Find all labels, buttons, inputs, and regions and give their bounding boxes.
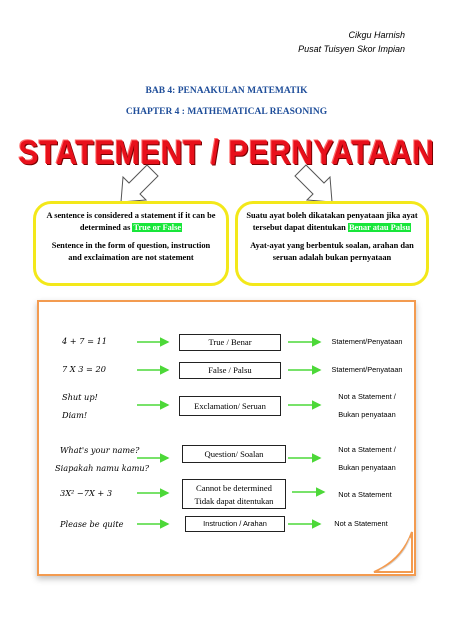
expr-row3-b: Diam! <box>62 410 88 420</box>
expr-row6: Please be quite <box>60 519 124 529</box>
page-title: STATEMENT / PERNYATAAN <box>18 134 435 172</box>
right-bubble-text: Suatu ayat boleh dikatakan penyataan jika ayat tersebut dapat ditentukan <box>246 211 418 232</box>
right-bubble-highlight: Benar atau Palsu <box>348 223 411 232</box>
result-row5: Not a Statement <box>338 490 392 499</box>
value-box-row3: Exclamation/ Seruan <box>179 396 281 416</box>
result-row3-a: Not a Statement / <box>338 392 396 401</box>
result-row6: Not a Statement <box>334 519 388 528</box>
value-box-row4: Question/ Soalan <box>182 445 286 463</box>
result-row4-a: Not a Statement / <box>338 445 396 454</box>
chapter-title-english: CHAPTER 4 : MATHEMATICAL REASONING <box>125 107 328 117</box>
result-row4-b: Bukan penyataan <box>338 463 396 472</box>
chapter-title-malay: BAB 4: PENAAKULAN MATEMATIK <box>145 86 308 96</box>
value-box-row6: Instruction / Arahan <box>185 516 285 532</box>
right-bubble-line2: Ayat-ayat yang berbentuk soalan, arahan dan seruan adalah bukan pernyataan <box>250 241 414 262</box>
result-row2: Statement/Penyataan <box>331 365 403 374</box>
result-row1: Statement/Penyataan <box>331 337 403 346</box>
value-row5-line2: Tidak dapat ditentukan <box>194 496 274 506</box>
expr-row1: 4 + 7 = 11 <box>62 336 107 346</box>
value-row5-line1: Cannot be determined <box>196 483 272 493</box>
left-bubble-text: A sentence is considered a statement if it can be determined as <box>46 211 216 232</box>
expr-row4-a: What's your name? <box>60 445 140 455</box>
value-box-row2: False / Palsu <box>179 362 281 379</box>
expr-row3-a: Shut up! <box>62 392 98 402</box>
left-bubble-line2: Sentence in the form of question, instruction and exclaimation are not statement <box>51 241 211 262</box>
expr-row2: 7 X 3 = 20 <box>62 364 106 374</box>
result-row3-b: Bukan penyataan <box>338 410 396 419</box>
institution-name: Pusat Tuisyen Skor Impian <box>298 44 405 54</box>
expr-row4-b: Siapakah namu kamu? <box>55 463 150 473</box>
left-bubble-highlight: True or False <box>133 223 182 232</box>
value-box-row1: True / Benar <box>179 334 281 351</box>
expr-row5: 3X² −7X + 3 <box>60 488 113 498</box>
author-name: Cikgu Harnish <box>348 30 405 40</box>
value-box-row5 <box>182 479 286 509</box>
